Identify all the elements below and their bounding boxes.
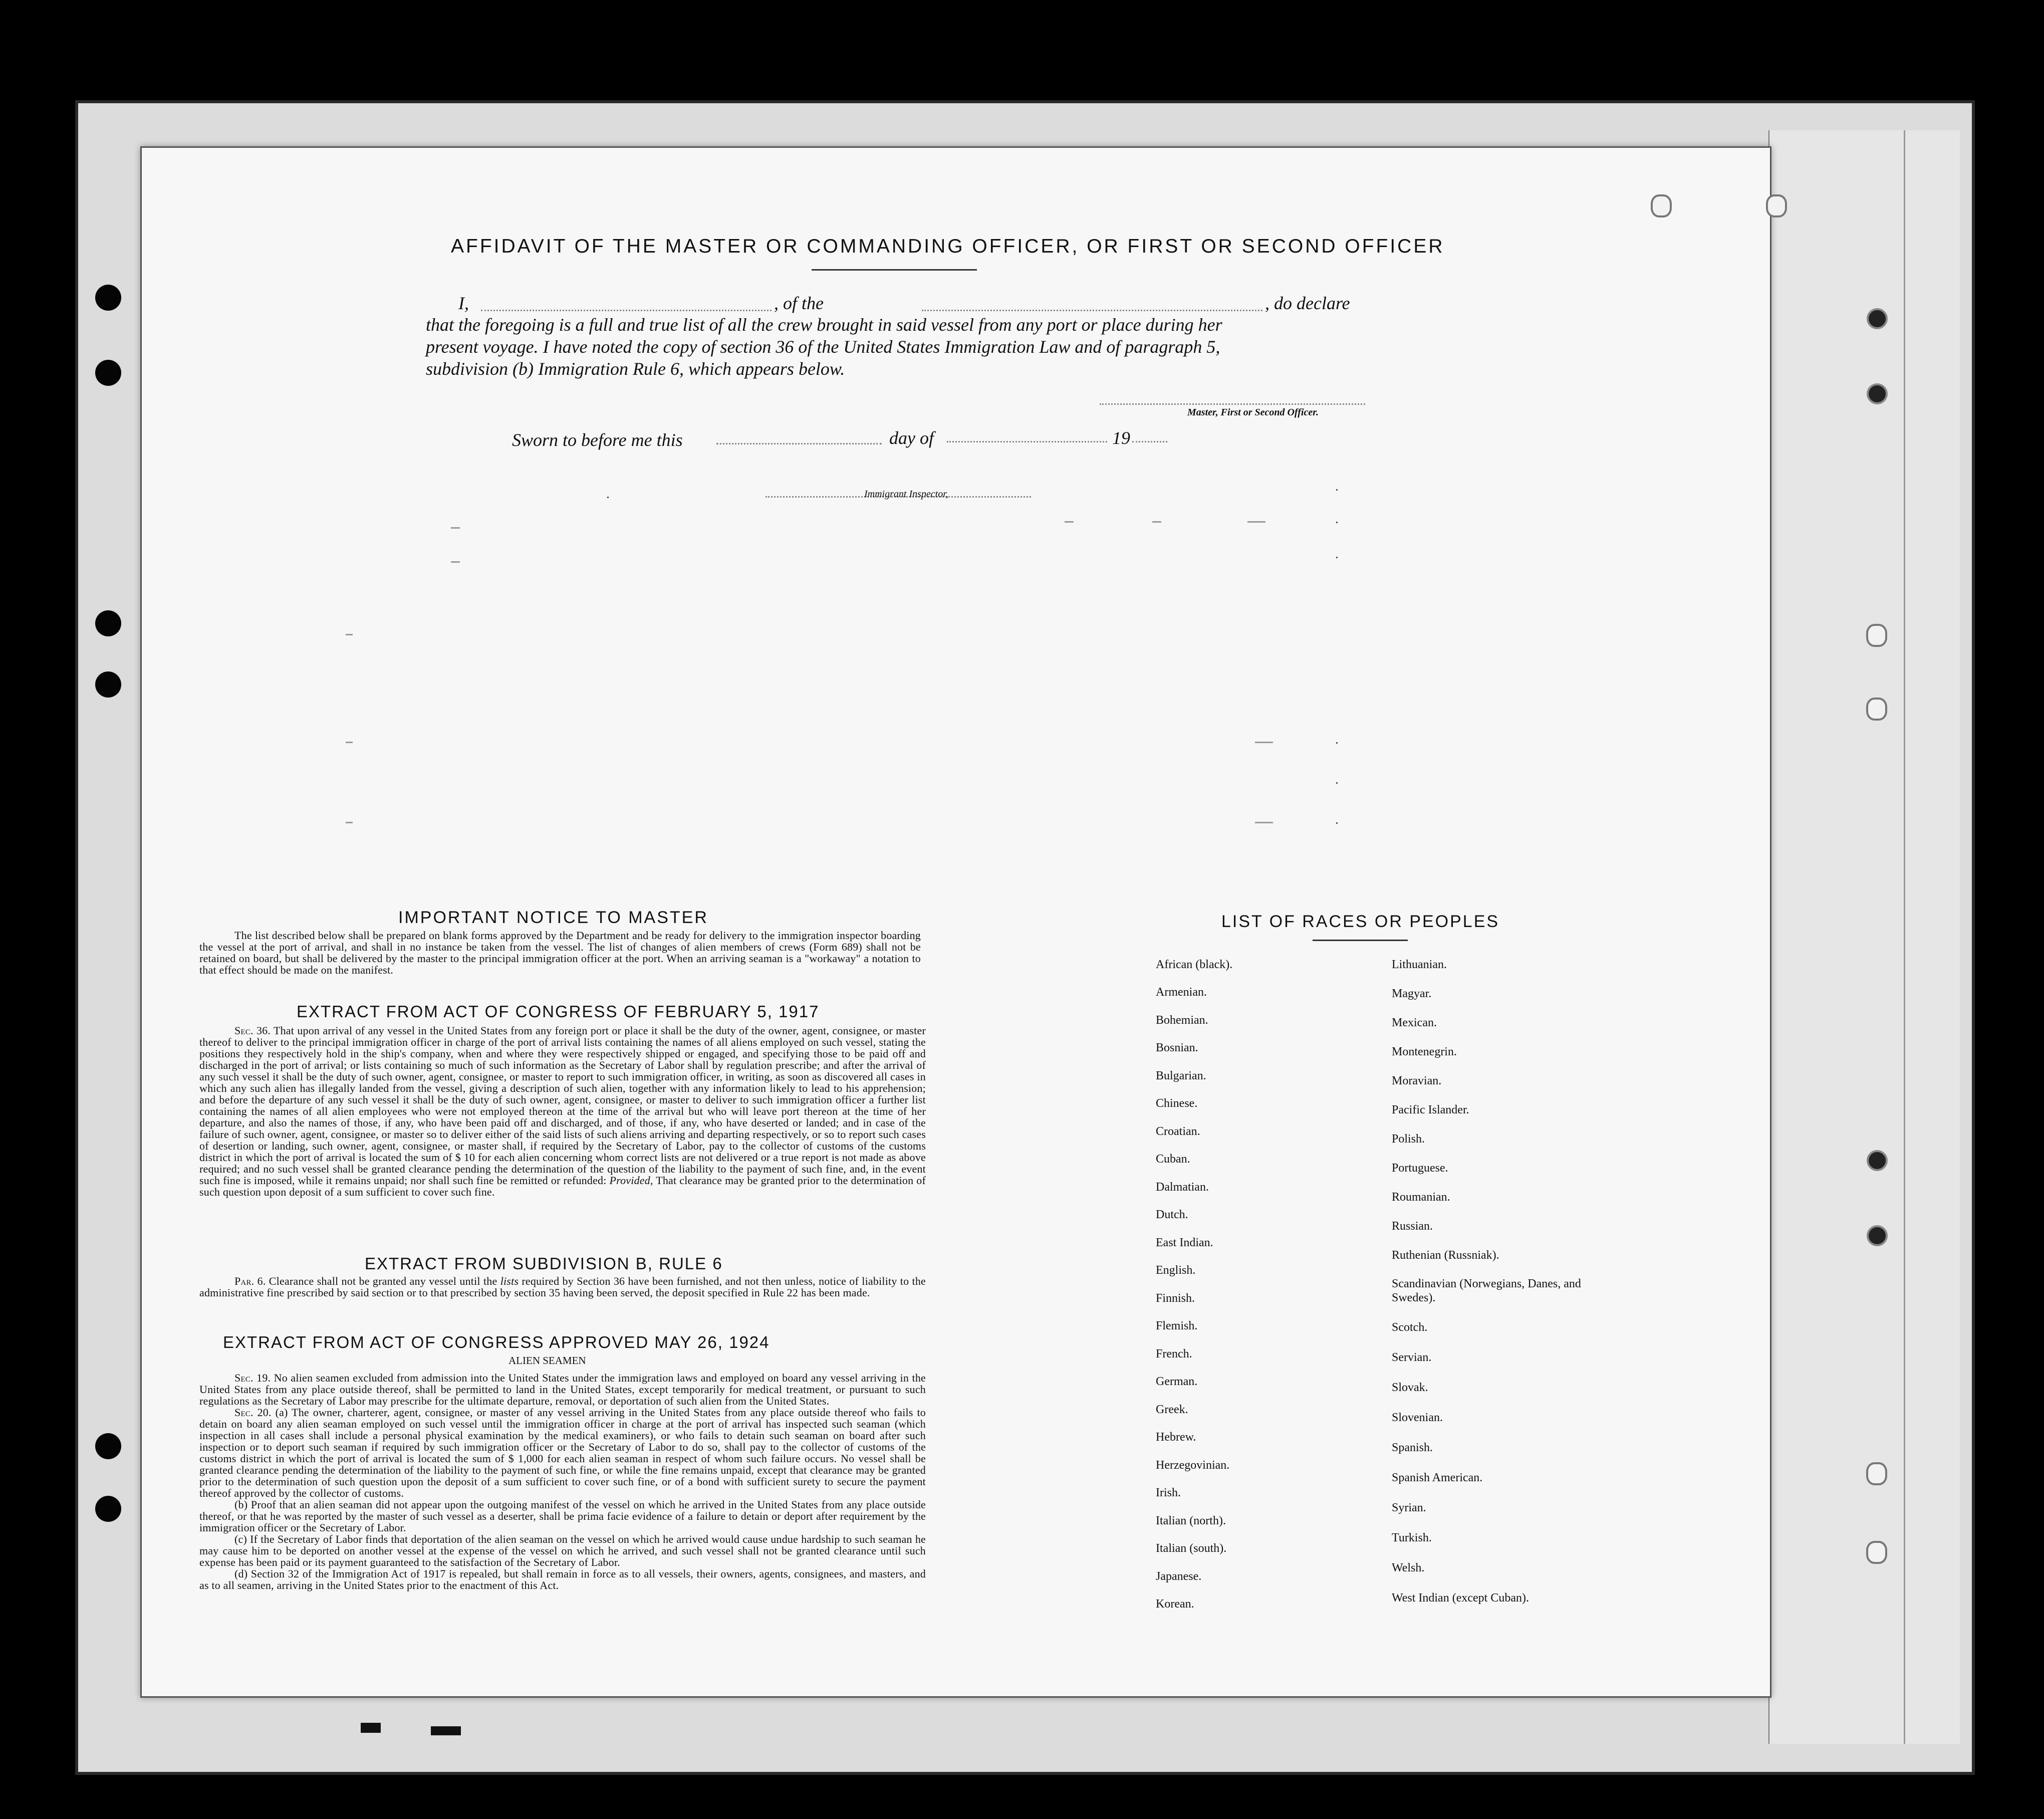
extract-1917-title: EXTRACT FROM ACT OF CONGRESS OF FEBRUARY 5, 1917 xyxy=(297,1002,820,1021)
race-item: Syrian. xyxy=(1392,1501,1426,1514)
sec-20-text: (a) The owner, charterer, agent, consignee, or master of any vessel arriving in the United States from any place outside thereof who fails to detain on board any alien seaman employed on such vessel until the immigration officer in charge at the port of arrival has inspected such seaman (which inspection in all cases shall include a personal physical examination by the medical examiners), or who fails to detain such seaman on board after such inspection or to deport such seaman if required by such immigration officer or the Secretary of Labor to do so, shall pay to the collector of customs of the customs district in which the port of arrival is located the sum of $ 1,000 for each alien seaman in respect of whom such failure occurs. No vessel shall be granted clearance pending the determination of the liability to the payment of such fine, or while the fine remains unpaid, except that clearance may be granted prior to the determination of such question upon the deposit of a sum sufficient to cover such fine, or of a bond with sufficient surety to secure the payment thereof approved by the collector of customs. xyxy=(199,1406,926,1499)
race-item: Chinese. xyxy=(1156,1097,1198,1110)
race-item: African (black). xyxy=(1156,958,1233,971)
punch-hole xyxy=(95,1433,121,1459)
extract-1917-text xyxy=(199,1025,926,1198)
sec-20-label: Sec. 20. xyxy=(234,1406,272,1419)
punch-hole xyxy=(95,610,121,636)
binder-rivet xyxy=(1867,1150,1888,1171)
race-item: Turkish. xyxy=(1392,1531,1432,1544)
column-mark: . xyxy=(1335,546,1339,562)
faint-dash xyxy=(451,561,460,563)
extract-rule6-text xyxy=(199,1275,926,1298)
do-declare-label: , do declare xyxy=(1265,293,1350,313)
notice-title: IMPORTANT NOTICE TO MASTER xyxy=(398,908,708,927)
sworn-year: 19 xyxy=(1112,428,1130,448)
sec-19-paragraph xyxy=(199,1372,926,1407)
column-mark: . xyxy=(1335,732,1339,747)
race-item: Scandinavian (Norwegians, Danes, and Swedes). xyxy=(1392,1277,1581,1304)
race-item: Italian (south). xyxy=(1156,1542,1227,1555)
race-item: Greek. xyxy=(1156,1403,1188,1416)
vessel-name-field[interactable] xyxy=(922,310,1262,311)
race-item: Lithuanian. xyxy=(1392,958,1447,971)
binder-hole xyxy=(1866,1541,1887,1564)
punch-hole xyxy=(95,285,121,311)
declarant-label: I, xyxy=(458,293,469,313)
binder-hole xyxy=(1866,624,1887,647)
race-item: Hebrew. xyxy=(1156,1431,1196,1444)
extract-1924-title: EXTRACT FROM ACT OF CONGRESS APPROVED MAY 26, 1924 xyxy=(223,1333,770,1351)
race-item: Dutch. xyxy=(1156,1208,1188,1221)
binder-rivet xyxy=(1867,308,1888,329)
race-item: Spanish. xyxy=(1392,1441,1433,1454)
race-item: Bosnian. xyxy=(1156,1041,1198,1054)
faint-dash xyxy=(1152,521,1161,523)
faint-dash xyxy=(1255,822,1273,823)
binder-hole xyxy=(1766,194,1787,217)
race-item: Armenian. xyxy=(1156,986,1207,999)
binder-hole xyxy=(1866,698,1887,721)
par-6-text-b: required by Section 36 have been furnished, and not then unless, notice of liability to the administrative fine prescribed by said section or to that prescribed by section 35 having been served, the deposit specified in Rule 22 has been made. xyxy=(199,1275,926,1299)
race-item: Moravian. xyxy=(1392,1074,1442,1087)
sworn-month-field[interactable] xyxy=(947,441,1107,442)
sec-20-c-paragraph: (c) If the Secretary of Labor finds that deportation of the alien seaman on the vessel on which he arrived would cause undue hardship to such seaman he may cause him to be deported on another vessel at the expense of the vessel on which he arrived, and such vessel shall not be granted clearance until such expense has been paid or its payment guaranteed to the satisfaction of the Secretary of Labor. xyxy=(199,1533,926,1568)
sec-20-b-paragraph: (b) Proof that an alien seaman did not appear upon the outgoing manifest of the vessel on which he arrived in the United States from any place outside thereof, or that he was reported by the master of such vessel as a deserter, shall be prima facie evidence of a failure to detain or deport after requirement by the immigration officer or the Secretary of Labor. xyxy=(199,1498,926,1534)
race-item: Irish. xyxy=(1156,1486,1181,1499)
race-item: Herzegovinian. xyxy=(1156,1459,1230,1472)
inspector-caption: Immigrant Inspector, xyxy=(864,489,948,500)
extract-1924-body xyxy=(199,1372,926,1591)
sworn-prefix: Sworn to before me this xyxy=(512,430,683,450)
sec-19-text: No alien seamen excluded from admission into the United States under the immigration laws and employed on board any vessel arriving in the United States from any place outside thereof, shall be permitted to land in the United States, except temporarily for medical treatment, or pursuant to such regulations as the Secretary of Labor may prescribe for the ultimate departure, removal, or deportation of such alien from the United States. xyxy=(199,1372,926,1407)
column-mark: . xyxy=(1335,772,1339,787)
binder-hole xyxy=(1866,1462,1887,1485)
affidavit-line-1 xyxy=(458,292,469,314)
faint-dash xyxy=(1247,521,1265,523)
right-binding-strip xyxy=(1768,130,1960,1744)
column-mark: . xyxy=(1335,479,1339,494)
ink-mark xyxy=(431,1726,461,1735)
column-mark: . xyxy=(1335,812,1339,827)
declarant-name-field[interactable] xyxy=(481,310,772,311)
punch-hole xyxy=(95,671,121,698)
extract-rule6-title: EXTRACT FROM SUBDIVISION B, RULE 6 xyxy=(365,1254,723,1273)
sec-36-text: That upon arrival of any vessel in the United States from any foreign port or place it shall be the duty of the owner, agent, consignee, or master thereof to deliver to the principal immigration officer in charge of the port of arrival lists containing the names of all aliens employed on such vessel, stating the positions they respectively hold in the ship's company, when and where they were respectively shipped or engaged, and specifying those to be paid off and discharged in the port of arrival; or lists containing so much of such information as the Secretary of Labor shall by regulation prescribe; and after the arrival of any such vessel it shall be the duty of such owner, agent, consignee, or master to report to such immigration officer, in writing, as soon as discovered all cases in which any such alien has illegally landed from the vessel, giving a description of such alien, together with any information likely to lead to his apprehension; and before the departure of any such vessel it shall be the duty of such owner, agent, consignee, or master to deliver to such immigration officer a further list containing the names of all alien employees who were not employed thereon at the time of the arrival but who will leave port thereon at the time of her departure, and also the names of those, if any, who have been paid off and discharged, and of those, if any, who have deserted or landed; and in case of the failure of such owner, agent, consignee, or master so to deliver either of the said lists of such aliens arriving and departing respectively, or so to report such cases of desertion or landing, such owner, agent, consignee, or master shall, if required by the Secretary of Labor, pay to the collector of customs of the customs district in which the port of arrival is located the sum of $ 10 for each alien concerning whom correct lists are not delivered or a true report is not made as above required; and no such vessel shall be granted clearance pending the determination of the question of the liability to the payment of such fine, and, in the event such fine is imposed, while it remains unpaid; nor shall such fine be remitted or refunded: xyxy=(199,1024,926,1187)
race-item: Korean. xyxy=(1156,1598,1194,1611)
ink-mark xyxy=(361,1723,381,1733)
race-item: Montenegrin. xyxy=(1392,1045,1457,1058)
race-item: Dalmatian. xyxy=(1156,1181,1209,1194)
sworn-date-field[interactable] xyxy=(716,443,882,444)
punch-hole xyxy=(95,1496,121,1522)
race-item: Pacific Islander. xyxy=(1392,1103,1469,1116)
of-the-label: , of the xyxy=(774,293,824,313)
race-item: Slovak. xyxy=(1392,1381,1428,1394)
affidavit-line-3: present voyage. I have noted the copy of section 36 of the United States Immigration Law and of paragraph 5, xyxy=(426,337,1220,357)
races-title-underline xyxy=(1313,940,1408,941)
race-item: Magyar. xyxy=(1392,987,1432,1000)
race-item: Japanese. xyxy=(1156,1570,1202,1583)
race-item: East Indian. xyxy=(1156,1236,1213,1249)
binder-rivet xyxy=(1867,383,1888,404)
race-item: German. xyxy=(1156,1375,1198,1388)
sworn-day-of: day of xyxy=(889,428,934,448)
race-item: Servian. xyxy=(1392,1351,1432,1364)
race-item: Cuban. xyxy=(1156,1153,1190,1166)
race-item: Polish. xyxy=(1392,1132,1425,1146)
sworn-year-field[interactable] xyxy=(1132,441,1167,442)
column-mark: . xyxy=(606,486,610,502)
par-6-label: Par. 6. xyxy=(234,1275,266,1287)
race-item: Bulgarian. xyxy=(1156,1069,1206,1082)
affidavit-title: AFFIDAVIT OF THE MASTER OR COMMANDING OFFICER, OR FIRST OR SECOND OFFICER xyxy=(451,236,1445,257)
sec-19-label: Sec. 19. xyxy=(234,1372,271,1384)
right-edge-line xyxy=(1904,130,1905,1744)
race-item: Scotch. xyxy=(1392,1321,1428,1334)
race-item: Mexican. xyxy=(1392,1016,1437,1029)
binder-hole xyxy=(1651,194,1672,217)
race-item: English. xyxy=(1156,1264,1196,1277)
sec-36-text-end: That clearance may be granted prior to the determination of such question upon deposit of a sum sufficient to cover such fine. xyxy=(199,1174,926,1198)
proviso-word: Provided, xyxy=(609,1174,653,1187)
race-item: Croatian. xyxy=(1156,1125,1200,1138)
race-item: Ruthenian (Russniak). xyxy=(1392,1249,1499,1262)
affidavit-line-2: that the foregoing is a full and true list of all the crew brought in said vessel from any port or place during her xyxy=(426,315,1222,335)
sec-20-paragraph xyxy=(199,1407,926,1499)
race-item: French. xyxy=(1156,1347,1192,1360)
sec-20-d-paragraph: (d) Section 32 of the Immigration Act of 1917 is repealed, but shall remain in force as to all vessels, their owners, agents, consignees, and masters, and as to all seamen, arriving in the United States prior to the enactment of this Act. xyxy=(199,1567,926,1591)
race-item: Finnish. xyxy=(1156,1292,1195,1305)
race-item: Flemish. xyxy=(1156,1319,1198,1332)
notice-text: The list described below shall be prepared on blank forms approved by the Department and be ready for delivery to the immigration inspector boarding the vessel at the port of arrival, and shall in no instance be taken from the vessel. The list of changes of alien members of crews (Form 689) shall not be retained on board, but shall be delivered by the master to the principal immigration officer at the port. When an arriving seaman is a "workaway" a notation to that effect should be made on the manifest. xyxy=(199,929,921,976)
title-underline xyxy=(812,269,977,271)
faint-dash xyxy=(346,742,353,743)
race-item: Portuguese. xyxy=(1392,1162,1448,1175)
faint-dash xyxy=(1255,742,1273,743)
faint-dash xyxy=(451,527,460,529)
race-item: Welsh. xyxy=(1392,1561,1425,1574)
race-item: Italian (north). xyxy=(1156,1514,1226,1527)
column-mark: . xyxy=(1335,511,1339,527)
race-item: Russian. xyxy=(1392,1220,1433,1233)
lists-word: lists xyxy=(500,1275,519,1287)
affidavit-line-4: subdivision (b) Immigration Rule 6, which appears below. xyxy=(426,359,845,379)
faint-dash xyxy=(346,634,353,635)
binder-rivet xyxy=(1867,1225,1888,1246)
officer-signature-field[interactable] xyxy=(1100,403,1365,405)
alien-seamen-subtitle: ALIEN SEAMEN xyxy=(508,1354,586,1367)
par-6-text-a: Clearance shall not be granted any vessel until the xyxy=(269,1275,497,1287)
sec-36-label: Sec. 36. xyxy=(234,1024,271,1037)
race-item: Roumanian. xyxy=(1392,1191,1450,1204)
races-title: LIST OF RACES OR PEOPLES xyxy=(1221,912,1500,931)
faint-dash xyxy=(1065,521,1074,523)
race-item: Bohemian. xyxy=(1156,1014,1208,1027)
race-item: West Indian (except Cuban). xyxy=(1392,1591,1529,1605)
signature-caption: Master, First or Second Officer. xyxy=(1187,407,1319,418)
faint-dash xyxy=(346,822,353,823)
race-item: Spanish American. xyxy=(1392,1471,1483,1484)
race-item: Slovenian. xyxy=(1392,1411,1443,1424)
punch-hole xyxy=(95,360,121,386)
